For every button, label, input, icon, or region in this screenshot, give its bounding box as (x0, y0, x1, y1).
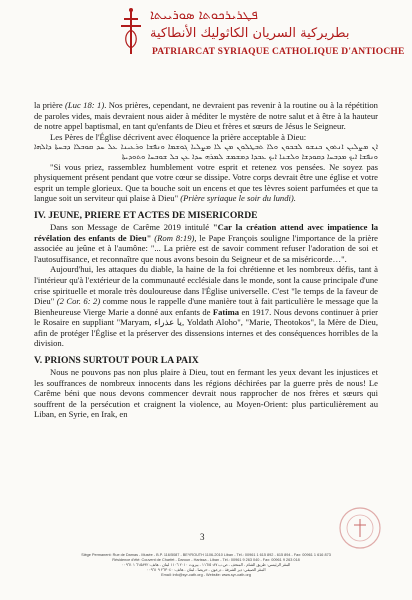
lent-message-title: "Car la création attend avec impatience la révélation des enfants de Dieu" (34, 221, 379, 243)
paragraph-2: Les Pères de l'Église décrivent avec éloquence la prière acceptable à Dieu: (50, 131, 307, 142)
footer-summer-residence: Résidence d'été: Couvent de Charfet - Daroun - Harissa - Liban - Tél.: 00961 9 263 040 - Fax: 00961 9 263 018 (112, 558, 300, 562)
arabic-invocation: يا عذراء (154, 317, 182, 328)
footer (30, 553, 382, 578)
prayer-ref: (Prière syriaque le soir du lundi). (180, 193, 296, 204)
patriarchal-cross-icon (118, 8, 144, 56)
paragraph-3: "Si vous priez, rassemblez humblement votre esprit et retenez vos pensées. Ne soyez pas physiquement présent pendant que votre cœur se dissipe. Votre corps devrait être une église et votre esprit un temple glorieux. Que ta bouche soit un encens et que tes lèvres soient parfumées et que ta langue soit un serviteur qui plaise à Dieu" (Prière syriaque le soir du lundi). (34, 161, 378, 204)
header-syriac-title: ܦܛܪܝܪܟܘܬܐ ܣܘܪܝܝܬܐ (150, 8, 258, 23)
paragraph-4: Dans son Message de Carême 2019 intitulé "Car la création attend avec impatience la révélation des enfants de Dieu" (Rom 8:19), le Pape François souligne l'importance de la prière associée au jeûne et à l'aumône: "... La prière est de savoir comment refuser l'adoration de soi et l'autosuffisance, et reconnaître que nous avons besoin du Seigneur et de sa miséricorde…". (34, 221, 379, 264)
bible-ref-rom: (Rom 8:19) (151, 232, 195, 243)
document-body (34, 100, 378, 420)
bible-ref-luc: (Luc 18: 1) (65, 100, 105, 110)
bible-ref-cor: (2 Cor. 6: 2) (56, 296, 101, 307)
footer-contact: Email: info@syr-cath.org - Website: www.syr-cath.org (161, 573, 251, 577)
footer-address-fr: Siège Permanent: Rue de Damas - Musée - B.P. 116/5087 - BEYROUTH 1106-2010 Liban - Tél.: 00961 1 615 892 - 615 894 - Fax: 00961 1 616 873 (81, 553, 331, 557)
section-heading-v: V. PRIONS SURTOUT POUR LA PAIX (34, 355, 199, 367)
footer-summer-ar: المقر الصيفي: دير الشرفة - درعون - حريصا - لبنان - هاتف: ٢٦٣٠٤٠ ٩ ٠٠٩٦١ (146, 568, 266, 572)
letterhead (0, 0, 412, 98)
footer-address-ar: المقر الرئيسي: طريق الشام - المتحف - ص.ب ١١٦/٥٠٨٧ - بيروت ٢٠١٠ ١١٠٦ لبنان - هاتف: ٦١٥٨٩٢ ١ ٠٠٩٦١ (121, 563, 291, 567)
paragraph-5: Aujourd'hui, les attaques du diable, la haine de la foi chrétienne et les nombreux défis, tant à l'intérieur qu'à l'extérieur de la communauté ecclésiale dans le monde, sont la cause principale d'une crise spirituelle et morale très douloureuse dans l'Église universelle. C'est "le temps de la faveur de Dieu" (2 Cor. 6: 2) comme nous le rappelle d'une manière tout à fait particulière le message que la Bienheureuse Vierge Marie a donné aux enfants de Fatima en 1917. Nous devons continuer à prier le Rosaire en suppliant "Maryam, يا عذراء, Yoldath Aloho", "Marie, Theotokos", la Mère de Dieu, afin de protéger l'Église et la préserver des dissensions internes et des conséquences horribles de la division. (34, 264, 378, 349)
patriarchal-seal-stamp (338, 506, 382, 550)
syriac-quote: ܐܢ ܡܨܠܝܢ ܐܢܬܘܢ ܟܢܫܘ ܠܒܟܘܢ ܘܠܐ ܬܒܛܠܘܢ ܡܢ ܠܐ ܡܨܠܝܐ ܓܘܫܡܐ ܘܢܦܫܐ ܘܪܥܝܢܐ ܥܠ ܚܕ ܩܘܒܠܐ ܕܒܚܬܐ ܕܐܠܗܐ ܘܢܦܫܐ ܐܝܟ ܡܕܒܚܐ ܕܩܘܕܫܐ ܘܠܫܢܐ ܐܝܟ ܥܒܕܐ ܕܡܫܡܫ ܠܡܪܗ ܚܕܐ ܥܢ ܟܠ ܫܘܒܚܐ ܘܬܘܕܝܬܐ (34, 142, 378, 161)
paragraph-1: la prière (Luc 18: 1). Nos prières, cependant, ne devraient pas revenir à la routine ou à la répétition de paroles vides, mais devraient nous aider à méditer le mystère de notre salut et à être à la hauteur de notre appel baptismal, en tant qu'enfants de Dieu et frères et sœurs de Jésus le Seigneur. (34, 100, 378, 132)
section-heading-iv: IV. JEUNE, PRIERE ET ACTES DE MISERICORDE (34, 209, 258, 221)
header-latin-title: PATRIARCAT SYRIAQUE CATHOLIQUE D'ANTIOCHE (152, 47, 405, 57)
fatima-text: Fatima (212, 306, 240, 317)
header-arabic-title: بطريركية السريان الكاثوليك الأنطاكية (150, 26, 350, 41)
paragraph-6: Nous ne pouvons pas non plus plaire à Dieu, tout en fermant les yeux devant les injustices et les souffrances de nombreux innocents dans les régions déchirées par la guerre près de nous! Le Carême béni que nous devons commencer devrait nous rapprocher de nos frères et sœurs qui souffrent de la persécution et craignent la violence, au Moyen-Orient: plus particulièrement au Liban, en Syrie, en Irak, en (34, 367, 378, 420)
page-number: 3 (200, 532, 205, 542)
